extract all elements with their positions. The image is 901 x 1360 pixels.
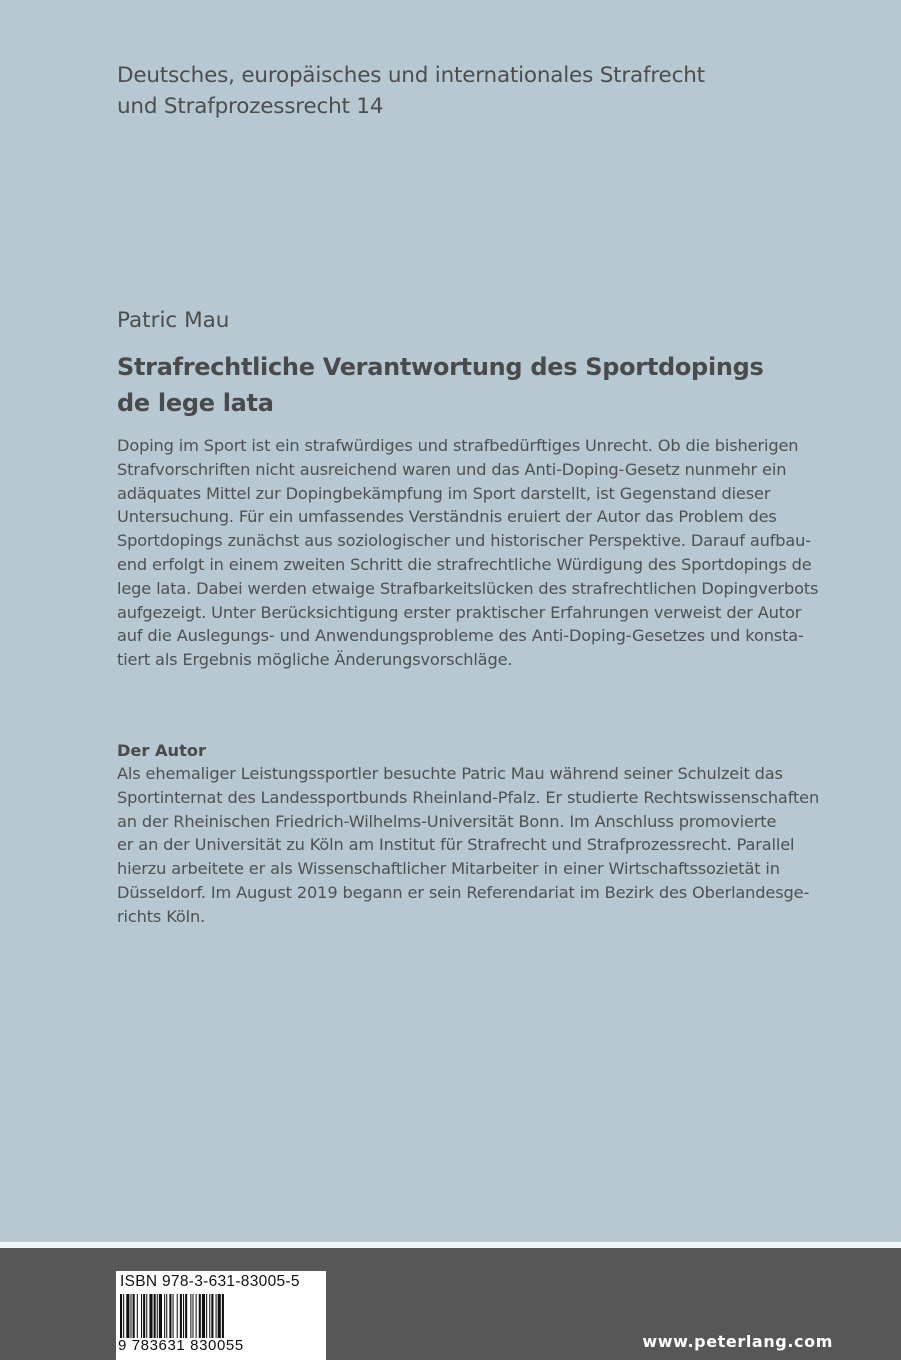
about-line: Als ehemaliger Leistungssportler besuchte Patric Mau während seiner Schulzeit das [117, 764, 783, 783]
about-author-text [117, 762, 820, 929]
title-line: de lege lata [117, 389, 274, 417]
blurb-line: Untersuchung. Für ein umfassendes Verständnis eruiert der Autor das Problem des [117, 507, 777, 527]
blurb-line: Doping im Sport ist ein strafwürdiges und strafbedürftiges Unrecht. Ob die bisherigen [117, 436, 799, 455]
barcode-bar [157, 1294, 158, 1338]
series-line: Deutsches, europäisches und internationales Strafrecht [117, 63, 705, 88]
about-author-heading: Der Autor [117, 741, 206, 760]
barcode-bar [146, 1294, 147, 1338]
isbn-barcode-box [116, 1271, 326, 1360]
barcode-bar [211, 1294, 213, 1338]
barcode-bar [149, 1294, 152, 1338]
about-line: hierzu arbeitete er als Wissenschaftlicher Mitarbeiter in einer Wirtschaftssozietät in [117, 859, 780, 879]
barcode-bar [154, 1294, 156, 1338]
barcode-bar [166, 1294, 167, 1338]
series-line: und Strafprozessrecht 14 [117, 94, 384, 119]
author-name: Patric Mau [117, 308, 230, 333]
barcode-bar [202, 1294, 205, 1338]
barcode-bar [185, 1294, 187, 1338]
barcode-bar [137, 1294, 138, 1338]
barcode-bar [216, 1294, 217, 1338]
barcode-bar [177, 1294, 178, 1338]
barcode-bar [120, 1294, 122, 1338]
about-line: er an der Universität zu Köln am Institut für Strafrecht und Strafprozessrecht. Parallel [117, 835, 795, 855]
blurb-line: aufgezeigt. Unter Berücksichtigung erster praktischer Erfahrungen verweist der Autor [117, 602, 802, 622]
blurb-line: end erfolgt in einem zweiten Schritt die strafrechtliche Würdigung des Sportdopings de [117, 554, 812, 574]
blurb-line: tiert als Ergebnis mögliche Änderungsvorschläge. [117, 650, 513, 670]
barcode-bar [133, 1294, 135, 1338]
isbn-number: ISBN 978-3-631-83005-5 [120, 1273, 300, 1290]
blurb-line: auf die Auslegungs- und Anwendungsprobleme des Anti-Doping-Gesetzes und konsta- [117, 626, 804, 646]
barcode-bar [218, 1294, 221, 1338]
barcode-bar [131, 1294, 132, 1338]
book-title [117, 349, 837, 421]
barcode-bar [190, 1294, 191, 1338]
barcode-bar [141, 1294, 142, 1338]
barcode-bar [192, 1294, 193, 1338]
series-title [117, 60, 837, 122]
about-line: richts Köln. [117, 906, 206, 926]
barcode-bar [222, 1294, 224, 1338]
barcode-bar [123, 1294, 124, 1338]
about-line: Sportinternat des Landessportbunds Rheinland-Pfalz. Er studierte Rechtswissenschaften [117, 787, 820, 807]
barcode-bar [206, 1294, 207, 1338]
blurb-line: Sportdopings zunächst aus soziologischer und historischer Perspektive. Darauf aufbau- [117, 531, 811, 551]
blurb [117, 434, 819, 672]
barcode-bar [196, 1294, 197, 1338]
about-line: an der Rheinischen Friedrich-Wilhelms-Universität Bonn. Im Anschluss promovierte [117, 811, 777, 831]
barcode-bar [159, 1294, 162, 1338]
barcode-bar [169, 1294, 171, 1338]
barcode-image [120, 1294, 322, 1338]
blurb-line: lege lata. Dabei werden etwaige Strafbarkeitslücken des strafrechtlichen Dopingverbots [117, 578, 819, 598]
about-line: Düsseldorf. Im August 2019 begann er sein Referendariat im Bezirk des Oberlandesge- [117, 882, 810, 902]
barcode-bar [199, 1294, 201, 1338]
barcode-bar [143, 1294, 145, 1338]
barcode-bar [173, 1294, 174, 1338]
blurb-line: adäquates Mittel zur Dopingbekämpfung im Sport darstellt, ist Gegenstand dieser [117, 483, 771, 503]
blurb-line: Strafvorschriften nicht ausreichend waren und das Anti-Doping-Gesetz nunmehr ein [117, 459, 787, 479]
barcode-bar [183, 1294, 184, 1338]
barcode-bar [180, 1294, 182, 1338]
publisher-website: www.peterlang.com [642, 1332, 833, 1351]
barcode-bar [126, 1294, 129, 1338]
barcode-bar [209, 1294, 210, 1338]
barcode-bar [164, 1294, 165, 1338]
barcode-digits: 9 783631 830055 [118, 1337, 244, 1354]
title-line: Strafrechtliche Verantwortung des Sportdopings [117, 353, 764, 381]
